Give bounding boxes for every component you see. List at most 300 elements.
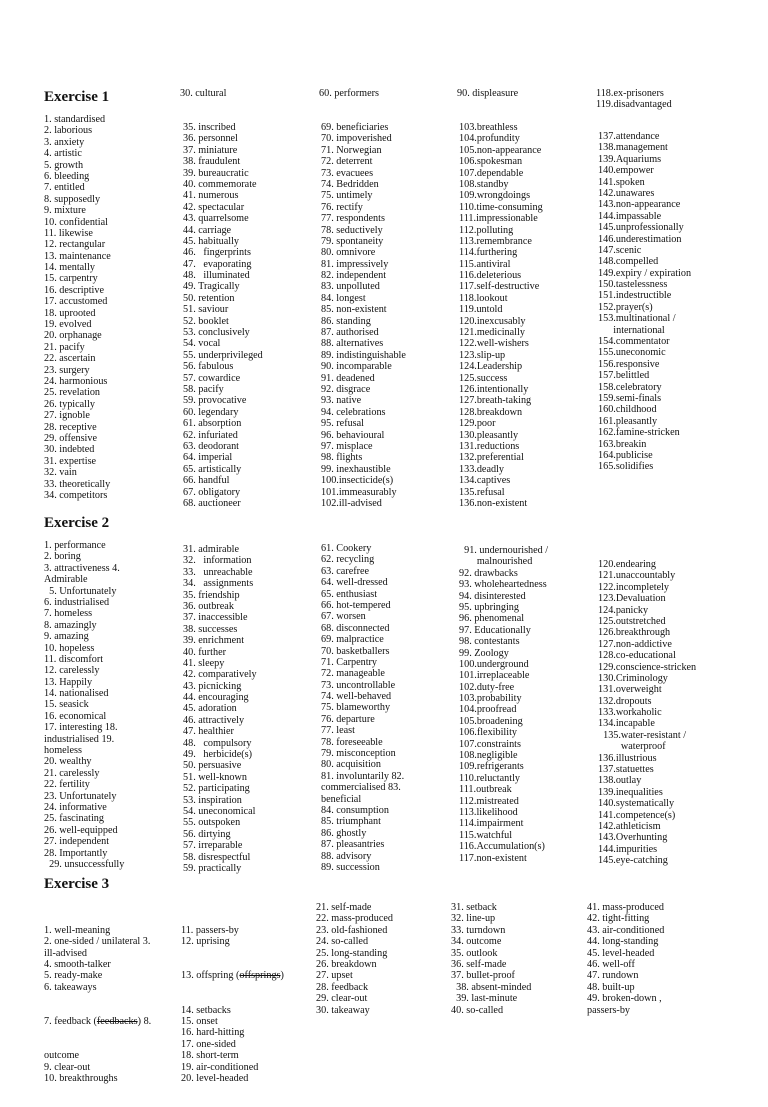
- list-item: 161.pleasantly: [598, 415, 658, 427]
- ex3-item-13: 13. offspring (offsprings): [181, 970, 284, 982]
- list-item: 38. absent-minded: [451, 981, 532, 993]
- list-item: 23. Unfortunately: [44, 790, 117, 802]
- list-item: 37. miniature: [183, 144, 238, 156]
- list-item: 107.dependable: [459, 167, 524, 179]
- list-item: 32. information: [183, 555, 252, 567]
- list-item: 35. outlook: [451, 947, 498, 959]
- list-item: 35. inscribed: [183, 122, 236, 133]
- list-item: 163.breakin: [598, 438, 647, 450]
- ex3-col3: [316, 902, 393, 1016]
- list-item: 148.compelled: [598, 256, 659, 268]
- list-item: 149.expiry / expiration: [598, 267, 692, 279]
- list-item: 86. standing: [321, 315, 371, 327]
- list-item: 92. drawbacks: [459, 567, 518, 579]
- list-item: 15. onset: [181, 1016, 218, 1027]
- list-item: 115.antiviral: [459, 258, 511, 270]
- list-item: 39. last-minute: [451, 993, 518, 1005]
- list-item: 48. built-up: [587, 981, 635, 993]
- list-item: 91. undernourished /: [459, 545, 549, 556]
- list-item: 44. carriage: [183, 224, 232, 236]
- list-item: 87. pleasantries: [321, 839, 385, 851]
- list-item: 119.untold: [459, 304, 503, 316]
- list-item: 42. spectacular: [183, 201, 245, 213]
- list-item: 25. fascinating: [44, 813, 104, 825]
- list-item: 9. mixture: [44, 205, 86, 217]
- ex1-col1: [44, 114, 111, 501]
- list-item: homeless: [44, 745, 82, 757]
- list-item: 114.impairment: [459, 818, 524, 830]
- list-item: 60. legendary: [183, 406, 239, 418]
- list-item: 128.breakdown: [459, 406, 523, 418]
- list-item: 108.standby: [459, 178, 509, 190]
- list-item: 99. Zoology: [459, 647, 509, 659]
- list-item: 44. encouraging: [183, 692, 249, 704]
- list-item: 10. hopeless: [44, 642, 95, 654]
- list-item: 47. healthier: [183, 726, 234, 738]
- list-item: 68. disconnected: [321, 622, 390, 634]
- list-item: 146.underestimation: [598, 233, 682, 245]
- list-item: 115.watchful: [459, 829, 513, 841]
- list-item: 131.overweight: [598, 684, 662, 696]
- list-item: 157.belittled: [598, 370, 650, 382]
- list-item: 1. well-meaning: [44, 924, 111, 936]
- list-item: 102.duty-free: [459, 681, 515, 693]
- list-item: 122.well-wishers: [459, 338, 529, 350]
- ex1-col5: [598, 131, 691, 473]
- list-item: 67. worsen: [321, 611, 366, 623]
- list-item: 127.breath-taking: [459, 395, 532, 407]
- list-item: 44. long-standing: [587, 936, 659, 948]
- list-item: 26. typically: [44, 398, 95, 410]
- list-item: 6. bleeding: [44, 170, 90, 182]
- list-item: 52. booklet: [183, 315, 229, 327]
- list-item: 12. rectangular: [44, 239, 106, 251]
- list-item: 156.responsive: [598, 358, 660, 370]
- list-item: 70. basketballers: [321, 645, 390, 657]
- list-item: 141.spoken: [598, 176, 645, 188]
- list-item: 125.outstretched: [598, 615, 666, 627]
- list-item: 125.success: [459, 372, 508, 384]
- list-item: 136.illustrious: [598, 752, 657, 764]
- list-item: 153.multinational /: [598, 313, 676, 325]
- list-item: 98. flights: [321, 452, 363, 464]
- list-item: 89. succession: [321, 861, 380, 873]
- list-item: 20. level-headed: [181, 1072, 249, 1084]
- list-item: 78. seductively: [321, 224, 383, 236]
- list-item: 111.impressionable: [459, 213, 538, 225]
- list-item: 134.captives: [459, 475, 511, 487]
- list-item: 117.non-existent: [459, 852, 527, 864]
- list-item: 14. nationalised: [44, 688, 109, 700]
- list-item: 9. amazing: [44, 631, 89, 643]
- list-item: 36. self-made: [451, 958, 507, 970]
- list-item: 31. setback: [451, 902, 497, 913]
- list-item: 56. fabulous: [183, 361, 234, 373]
- list-item: 154.commentator: [598, 336, 670, 348]
- list-item: 73. evacuees: [321, 167, 374, 179]
- list-item: 116.Accumulation(s): [459, 841, 545, 853]
- list-item: 70. impoverished: [321, 133, 392, 145]
- list-item: 63. carefree: [321, 565, 370, 577]
- list-item: 16. economical: [44, 710, 107, 722]
- list-item: 45. level-headed: [587, 947, 655, 959]
- list-item: 7. homeless: [44, 608, 93, 620]
- list-item: 16. hard-hitting: [181, 1027, 245, 1039]
- list-item: 104.proofread: [459, 704, 517, 716]
- list-item: 123.slip-up: [459, 349, 506, 361]
- list-item: 105.broadening: [459, 715, 523, 727]
- list-item: 15. seasick: [44, 699, 89, 711]
- list-item: 58. disrespectful: [183, 851, 251, 863]
- list-item: 39. bureaucratic: [183, 167, 249, 179]
- list-item: 40. commemorate: [183, 178, 257, 190]
- list-item: 43. quarrelsome: [183, 213, 249, 225]
- list-item: 109.wrongdoings: [459, 190, 531, 202]
- list-item: 165.solidifies: [598, 461, 654, 473]
- list-item: 47. rundown: [587, 970, 639, 982]
- list-item: 69. beneficiaries: [321, 122, 389, 133]
- list-item: 103.breathless: [459, 122, 518, 133]
- list-item: 75. untimely: [321, 190, 373, 202]
- list-item: 43. picnicking: [183, 680, 242, 692]
- list-item: 129.poor: [459, 418, 496, 430]
- list-item: 41. sleepy: [183, 657, 225, 669]
- list-item: 17. accustomed: [44, 296, 108, 308]
- list-item: 97. Educationally: [459, 624, 531, 636]
- list-item: 48. compulsory: [183, 737, 252, 749]
- list-item: 89. indistinguishable: [321, 349, 406, 361]
- list-item: 37. bullet-proof: [451, 970, 515, 982]
- ex2-col5: [598, 559, 696, 867]
- list-item: 133.deadly: [459, 463, 504, 475]
- list-item: 28. feedback: [316, 981, 369, 993]
- list-item: 47. evaporating: [183, 258, 252, 270]
- list-item: 80. acquisition: [321, 759, 381, 771]
- list-item: 29. unsuccessfully: [44, 858, 125, 870]
- list-item: 43. air-conditioned: [587, 924, 665, 936]
- list-item: 7. entitled: [44, 182, 85, 194]
- list-item: 11. discomfort: [44, 653, 104, 665]
- list-item: 137.statuettes: [598, 764, 654, 776]
- list-item: 30. takeaway: [316, 1004, 370, 1016]
- list-item: 26. well-equipped: [44, 824, 118, 836]
- list-item: 8. supposedly: [44, 193, 101, 205]
- list-item: 141.competence(s): [598, 809, 676, 821]
- list-item: 14. mentally: [44, 262, 95, 274]
- list-item: 81. involuntarily 82.: [321, 770, 405, 782]
- list-item: 120.inexcusably: [459, 315, 526, 327]
- list-item: 34. outcome: [451, 936, 502, 948]
- list-item: 93. native: [321, 395, 362, 407]
- list-item: 77. respondents: [321, 213, 385, 225]
- list-item: 33. turndown: [451, 924, 506, 936]
- list-item: 126.intentionally: [459, 383, 529, 395]
- list-item: 140.empower: [598, 165, 654, 177]
- ex3-col2-list-c: [181, 1005, 284, 1085]
- list-item: 135.water-resistant /: [598, 729, 687, 741]
- list-item: 81. impressively: [321, 258, 389, 270]
- list-item: 59. provocative: [183, 395, 247, 407]
- list-item: 129.conscience-stricken: [598, 661, 697, 673]
- list-item: 1. performance: [44, 540, 106, 551]
- list-item: 6. takeaways: [44, 981, 97, 993]
- list-item: 73. uncontrollable: [321, 679, 396, 691]
- list-item: outcome: [44, 1050, 80, 1062]
- list-item: 12. uprising: [181, 936, 230, 948]
- list-item: 12. carelessly: [44, 665, 100, 677]
- list-item: 57. cowardice: [183, 372, 241, 384]
- list-item: 105.non-appearance: [459, 144, 542, 156]
- list-item: 20. wealthy: [44, 756, 92, 768]
- list-item: 49. Tragically: [183, 281, 240, 293]
- list-item: 10. confidential: [44, 216, 108, 228]
- strikethrough-text: offsprings: [239, 970, 281, 982]
- list-item: 33. unreachable: [183, 566, 253, 578]
- list-item: 80. omnivore: [321, 247, 376, 259]
- list-item: 46. attractively: [183, 714, 245, 726]
- list-item: 9. clear-out: [44, 1061, 91, 1073]
- list-item: 58. pacify: [183, 383, 224, 395]
- list-item: 94. celebrations: [321, 406, 386, 418]
- list-item: 137.attendance: [598, 131, 660, 142]
- list-item: 132.dropouts: [598, 695, 652, 707]
- list-item: 71. Carpentry: [321, 656, 378, 668]
- list-item: 96. phenomenal: [459, 613, 525, 625]
- list-item: 11. likewise: [44, 227, 93, 239]
- list-item: 138.management: [598, 142, 668, 154]
- ex1-col3: [321, 122, 406, 509]
- list-item: 68. auctioneer: [183, 497, 241, 509]
- list-item: 74. Bedridden: [321, 178, 379, 190]
- list-item: 121.medicinally: [459, 327, 525, 339]
- list-item: Admirable: [44, 574, 88, 586]
- list-item: 38. fraudulent: [183, 156, 241, 168]
- list-item: 48. illuminated: [183, 270, 250, 282]
- list-item: 8. amazingly: [44, 619, 97, 631]
- list-item: 138.outlay: [598, 775, 642, 787]
- list-item: 4. smooth-talker: [44, 958, 111, 970]
- list-item: 142.athleticism: [598, 820, 661, 832]
- ex1-col5-head: [596, 88, 672, 111]
- list-item: 104.profundity: [459, 133, 520, 145]
- list-item: 150.tastelessness: [598, 279, 668, 291]
- list-item: 66. hot-tempered: [321, 599, 391, 611]
- list-item: 36. outbreak: [183, 600, 234, 612]
- list-item: 61. absorption: [183, 418, 242, 430]
- list-item: 54. vocal: [183, 338, 221, 350]
- list-item: 42. comparatively: [183, 669, 257, 681]
- list-item: 92. disgrace: [321, 383, 371, 395]
- list-item: 55. outspoken: [183, 817, 241, 829]
- list-item: 145.eye-catching: [598, 855, 668, 867]
- list-item: 41. numerous: [183, 190, 239, 202]
- list-item: 30. indebted: [44, 444, 95, 456]
- list-item: 155.uneconomic: [598, 347, 666, 359]
- list-item: 120.endearing: [598, 559, 656, 570]
- list-item: 62. infuriated: [183, 429, 238, 441]
- list-item: 32. vain: [44, 467, 77, 479]
- list-item: 152.prayer(s): [598, 301, 653, 313]
- ex1-col4-head: 90. displeasure: [457, 88, 519, 99]
- list-item: 76. rectify: [321, 201, 363, 213]
- list-item: 164.publicise: [598, 449, 653, 461]
- list-item: 127.non-addictive: [598, 638, 672, 650]
- list-item: 24. informative: [44, 801, 107, 813]
- list-item: 56. dirtying: [183, 828, 231, 840]
- list-item: 16. descriptive: [44, 284, 104, 296]
- list-item: 143.non-appearance: [598, 199, 681, 211]
- list-item: 147.scenic: [598, 244, 642, 256]
- ex3-item-7: 7. feedback (feedbacks) 8.: [44, 1015, 152, 1027]
- list-item: 21. self-made: [316, 902, 372, 913]
- list-item: 143.Overhunting: [598, 832, 668, 844]
- list-item: 145.unprofessionally: [598, 222, 684, 234]
- list-item: 29. clear-out: [316, 993, 368, 1005]
- list-item: 2. one-sided / unilateral 3.: [44, 936, 151, 948]
- list-item: 67. obligatory: [183, 486, 241, 498]
- list-item: 61. Cookery: [321, 543, 372, 554]
- list-item: 134.incapable: [598, 718, 655, 730]
- list-item: 126.breakthrough: [598, 627, 671, 639]
- list-item: 93. wholeheartedness: [459, 579, 547, 591]
- list-item: international: [598, 324, 665, 336]
- ex3-col1-list-c: [44, 1050, 151, 1084]
- list-item: 31. admirable: [183, 544, 240, 555]
- ex2-col3: [321, 543, 404, 873]
- list-item: 101.immeasurably: [321, 486, 397, 498]
- list-item: 64. imperial: [183, 452, 233, 464]
- list-item: 45. adoration: [183, 703, 237, 715]
- list-item: 91. deadened: [321, 372, 375, 384]
- list-item: 131.reductions: [459, 440, 520, 452]
- list-item: 88. alternatives: [321, 338, 384, 350]
- list-item: 123.Devaluation: [598, 593, 666, 605]
- exercise-2-heading: Exercise 2: [44, 515, 110, 531]
- list-item: 133.workaholic: [598, 707, 662, 719]
- list-item: 116.deleterious: [459, 270, 522, 282]
- list-item: 45. habitually: [183, 235, 240, 247]
- list-item: 74. well-behaved: [321, 691, 392, 703]
- list-item: beneficial: [321, 793, 362, 805]
- list-item: 79. spontaneity: [321, 235, 384, 247]
- list-item: 46. well-off: [587, 958, 635, 970]
- list-item: 49. herbicide(s): [183, 749, 253, 761]
- list-item: 79. misconception: [321, 748, 396, 760]
- list-item: 53. conclusively: [183, 327, 250, 339]
- list-item: 118.ex-prisoners: [596, 88, 664, 99]
- list-item: 42. tight-fitting: [587, 913, 650, 925]
- list-item: 27. upset: [316, 970, 353, 982]
- list-item: 78. foreseeable: [321, 736, 383, 748]
- list-item: 19. evolved: [44, 319, 92, 331]
- list-item: 86. ghostly: [321, 827, 367, 839]
- list-item: 35. friendship: [183, 589, 240, 601]
- list-item: 2. laborious: [44, 125, 93, 137]
- list-item: 46. fingerprints: [183, 247, 251, 259]
- list-item: 17. interesting 18.: [44, 722, 118, 734]
- list-item: 22. ascertain: [44, 353, 96, 365]
- list-item: 49. broken-down ,: [587, 993, 662, 1005]
- ex3-col4: [451, 902, 531, 1016]
- list-item: 88. advisory: [321, 850, 372, 862]
- list-item: 25. revelation: [44, 387, 101, 399]
- list-item: 66. handful: [183, 475, 230, 487]
- list-item: 84. longest: [321, 292, 366, 304]
- list-item: 21. carelessly: [44, 767, 100, 779]
- list-item: 21. pacify: [44, 341, 85, 353]
- list-item: 38. successes: [183, 623, 238, 635]
- list-item: 77. least: [321, 725, 355, 737]
- list-item: 18. uprooted: [44, 307, 96, 319]
- list-item: 63. deodorant: [183, 440, 240, 452]
- list-item: 17. one-sided: [181, 1038, 236, 1050]
- list-item: 95. upbringing: [459, 601, 519, 613]
- list-item: 3. anxiety: [44, 136, 85, 148]
- list-item: 37. inaccessible: [183, 612, 248, 624]
- ex3-col2: [181, 902, 284, 1107]
- list-item: 85. non-existent: [321, 304, 387, 316]
- list-item: 65. artistically: [183, 463, 242, 475]
- list-item: 24. so-called: [316, 936, 369, 948]
- list-item: 10. breakthroughs: [44, 1072, 118, 1084]
- list-item: 100.insecticide(s): [321, 475, 394, 487]
- list-item: 62. recycling: [321, 554, 375, 566]
- list-item: 53. inspiration: [183, 794, 242, 806]
- ex3-col1-list-a: [44, 925, 151, 993]
- list-item: 24. harmonious: [44, 375, 108, 387]
- list-item: 110.reluctantly: [459, 772, 521, 784]
- list-item: 85. triumphant: [321, 816, 381, 828]
- list-item: 112.mistreated: [459, 795, 519, 807]
- list-item: 13. Happily: [44, 676, 93, 688]
- list-item: 26. breakdown: [316, 958, 377, 970]
- list-item: 132.preferential: [459, 452, 524, 464]
- list-item: 94. disinterested: [459, 590, 526, 602]
- list-item: 106.spokesman: [459, 156, 523, 168]
- list-item: 71. Norwegian: [321, 144, 382, 156]
- list-item: 34. competitors: [44, 489, 108, 501]
- list-item: 114.furthering: [459, 247, 518, 259]
- ex2-col4: [459, 545, 548, 864]
- list-item: 55. underprivileged: [183, 349, 263, 361]
- list-item: 75. blameworthy: [321, 702, 391, 714]
- list-item: 83. unpolluted: [321, 281, 380, 293]
- list-item: 144.impurities: [598, 843, 658, 855]
- ex1-col3-head: 60. performers: [319, 88, 379, 99]
- list-item: 4. artistic: [44, 148, 82, 160]
- list-item: 31. expertise: [44, 455, 97, 467]
- list-item: 139.inequalities: [598, 786, 663, 798]
- list-item: 106.flexibility: [459, 727, 518, 739]
- list-item: 57. irreparable: [183, 840, 243, 852]
- list-item: 72. deterrent: [321, 156, 373, 168]
- list-item: 65. enthusiast: [321, 588, 378, 600]
- list-item: 28. Importantly: [44, 847, 108, 859]
- list-item: 51. well-known: [183, 771, 247, 783]
- list-item: 5. Unfortunately: [44, 585, 117, 597]
- list-item: 40. further: [183, 646, 226, 658]
- list-item: 64. well-dressed: [321, 577, 388, 589]
- list-item: 6. industrialised: [44, 596, 110, 608]
- list-item: 96. behavioural: [321, 429, 385, 441]
- list-item: 23. old-fashioned: [316, 924, 388, 936]
- list-item: 25. long-standing: [316, 947, 388, 959]
- list-item: 28. receptive: [44, 421, 97, 433]
- list-item: 151.indestructible: [598, 290, 672, 302]
- list-item: 69. malpractice: [321, 634, 384, 646]
- ex3-col1: [44, 902, 151, 1107]
- list-item: 113.likelihood: [459, 806, 518, 818]
